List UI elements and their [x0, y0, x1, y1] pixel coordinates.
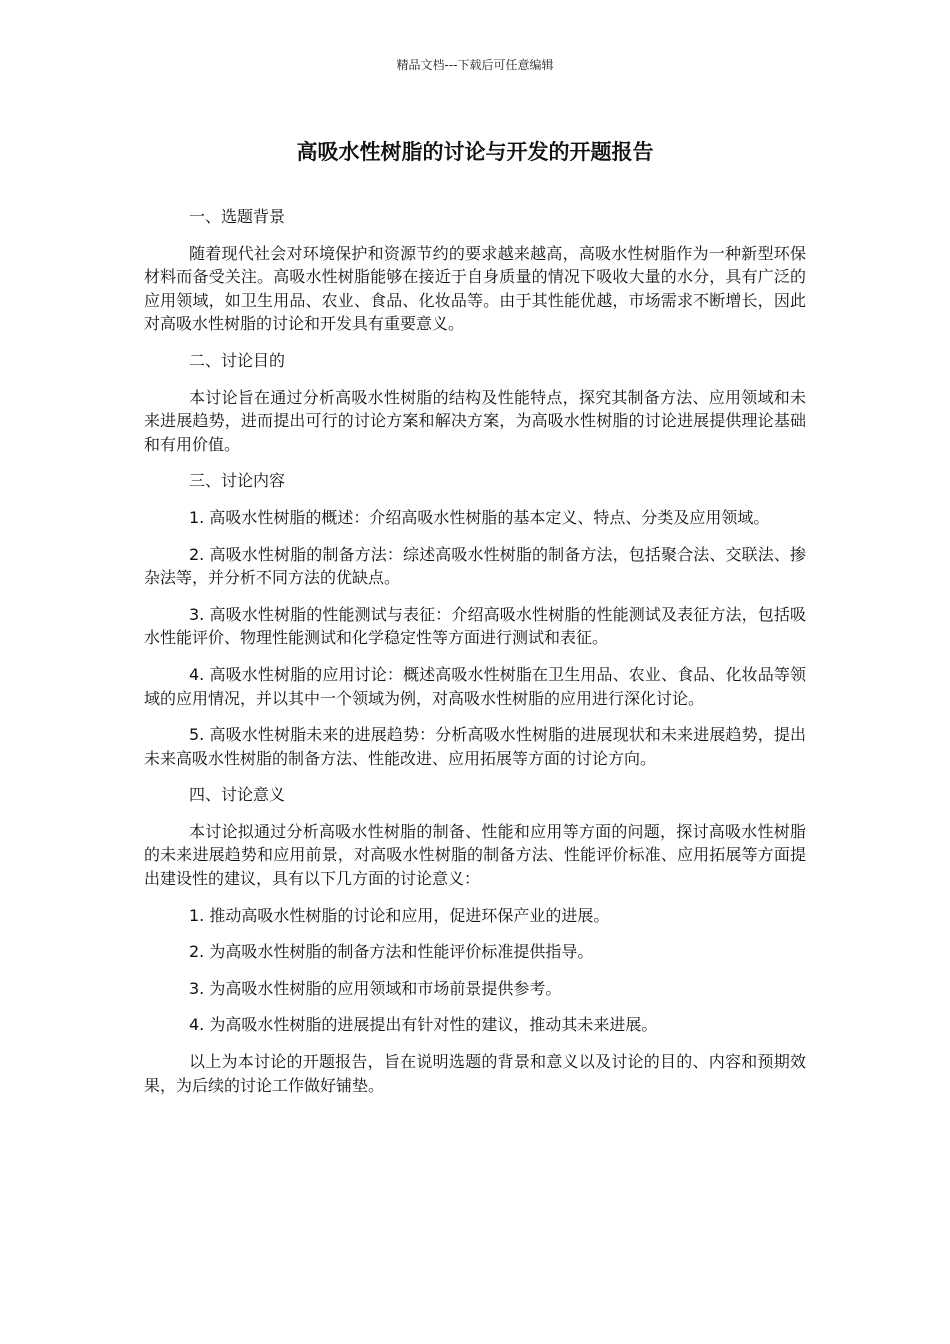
section-heading-purpose: 二、讨论目的: [189, 350, 286, 370]
significance-item-2: 2. 为高吸水性树脂的制备方法和性能评价标准提供指导。: [189, 942, 594, 962]
paragraph-background: 随着现代社会对环境保护和资源节约的要求越来越高，高吸水性树脂作为一种新型环保材料而备受关注。高吸水性树脂能够在接近于自身质量的情况下吸收大量的水分，具有广泛的应用领域，如卫生用品、农业、食品、化妆品等。由于其性能优越，市场需求不断增长，因此对高吸水性树脂的讨论和开发具有重要意义。: [144, 243, 806, 334]
paragraph-conclusion: 以上为本讨论的开题报告，旨在说明选题的背景和意义以及讨论的目的、内容和预期效果，为后续的讨论工作做好铺垫。: [144, 1052, 806, 1095]
significance-item-3: 3. 为高吸水性树脂的应用领域和市场前景提供参考。: [189, 978, 562, 998]
header-note: 精品文档---下载后可任意编辑: [396, 58, 554, 72]
section-heading-significance: 四、讨论意义: [189, 785, 286, 805]
paragraph-purpose: 本讨论旨在通过分析高吸水性树脂的结构及性能特点，探究其制备方法、应用领域和未来进展趋势，进而提出可行的讨论方案和解决方案，为高吸水性树脂的讨论进展提供理论基础和有用价值。: [144, 387, 806, 454]
content-item-1: 1. 高吸水性树脂的概述：介绍高吸水性树脂的基本定义、特点、分类及应用领域。: [189, 507, 770, 527]
content-item-4: 4. 高吸水性树脂的应用讨论：概述高吸水性树脂在卫生用品、农业、食品、化妆品等领域的应用情况，并以其中一个领域为例，对高吸水性树脂的应用进行深化讨论。: [144, 664, 806, 708]
content-item-3: 3. 高吸水性树脂的性能测试与表征：介绍高吸水性树脂的性能测试及表征方法，包括吸水性能评价、物理性能测试和化学稳定性等方面进行测试和表征。: [144, 604, 806, 648]
content-item-5: 5. 高吸水性树脂未来的进展趋势：分析高吸水性树脂的进展现状和未来进展趋势，提出未来高吸水性树脂的制备方法、性能改进、应用拓展等方面的讨论方向。: [144, 725, 806, 768]
content-item-2: 2. 高吸水性树脂的制备方法：综述高吸水性树脂的制备方法，包括聚合法、交联法、掺杂法等，并分析不同方法的优缺点。: [144, 544, 806, 588]
significance-item-1: 1. 推动高吸水性树脂的讨论和应用，促进环保产业的进展。: [189, 905, 610, 925]
section-heading-content: 三、讨论内容: [189, 471, 286, 491]
significance-item-4: 4. 为高吸水性树脂的进展提出有针对性的建议，推动其未来进展。: [189, 1015, 658, 1035]
document-body: [144, 205, 806, 1110]
paragraph-significance: 本讨论拟通过分析高吸水性树脂的制备、性能和应用等方面的问题，探讨高吸水性树脂的未来进展趋势和应用前景，对高吸水性树脂的制备方法、性能评价标准、应用拓展等方面提出建设性的建议，具有以下几方面的讨论意义：: [144, 821, 806, 889]
document-title: 高吸水性树脂的讨论与开发的开题报告: [296, 140, 654, 164]
section-heading-background: 一、选题背景: [189, 207, 286, 226]
